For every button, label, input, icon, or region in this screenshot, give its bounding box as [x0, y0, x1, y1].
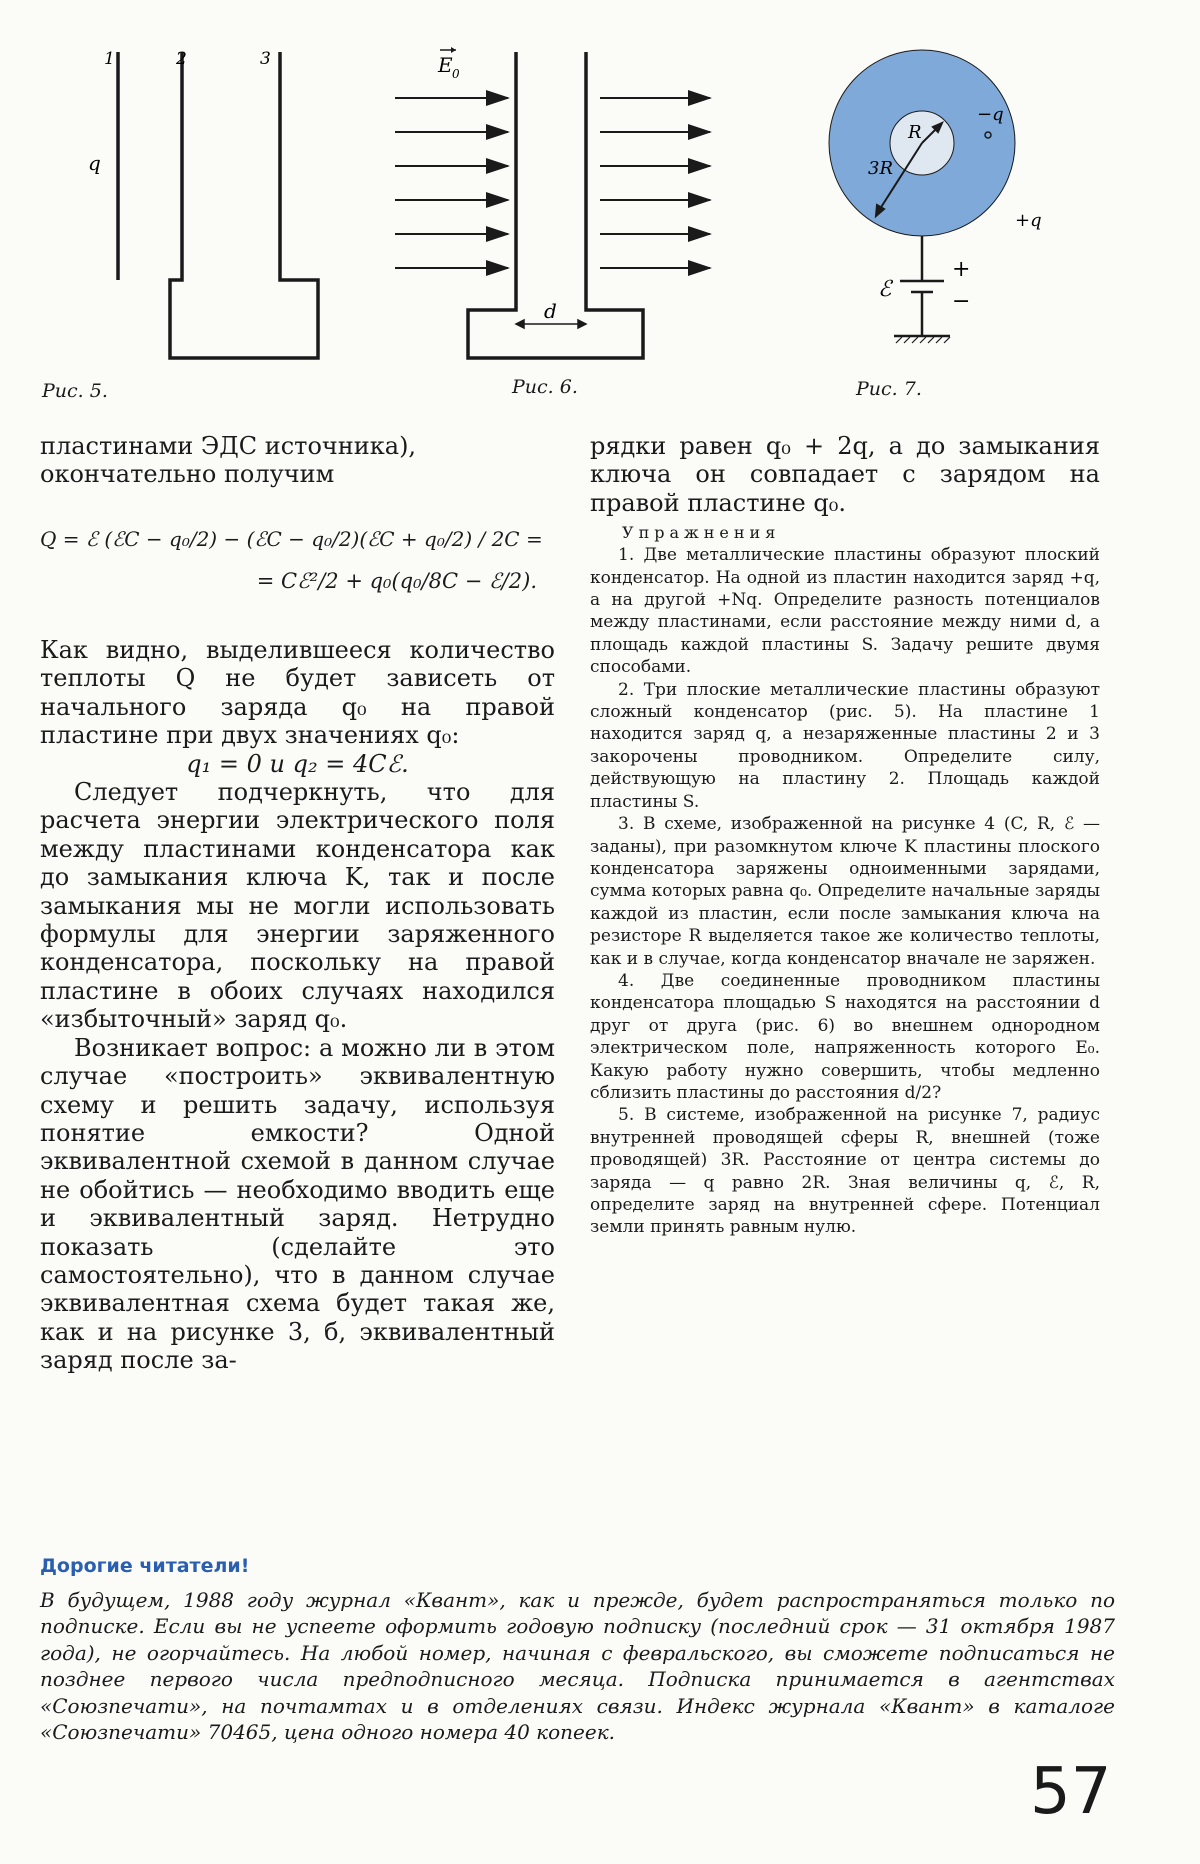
outer-radius-label: 3R — [868, 158, 894, 179]
readers-notice — [40, 1555, 1115, 1745]
figure-7 — [830, 40, 1050, 360]
minus-label: − — [952, 289, 971, 314]
distance-label: d — [544, 299, 557, 323]
paragraph: рядки равен q₀ + 2q, а до замыкания ключа он совпадает с зарядом на правой пластине q₀. — [590, 432, 1100, 517]
paragraph: Следует подчеркнуть, что для расчета энергии электрического поля между пластинами конденсатора как до замыкания ключа K, так и после замыкания мы не могли использовать формулы для энергии заряженного конденсатора, поскольку на правой пластине в обоих случаях находился «избыточный» заряд q₀. — [40, 778, 555, 1034]
page-number: 57 — [1030, 1755, 1112, 1829]
exercises-heading: Упражнения — [622, 523, 781, 543]
exercise-4: 4. Две соединенные проводником пластины конденсатора площадью S находятся на расстоянии d друг от друга (рис. 6) во внешнем однородном электрическом поле, напряженность которого E₀. Какую работу нужно совершить, чтобы медленно сблизить пластины до расстояния d/2? — [590, 970, 1100, 1103]
plus-label: + — [952, 257, 971, 282]
field-subscript: 0 — [452, 67, 460, 81]
exercise-5: 5. В системе, изображенной на рисунке 7, радиус внутренней проводящей сферы R, внешней (тоже проводящей) 3R. Расстояние от центра системы до заряда — q равно 2R. Зная величины q, ℰ, R, определите заряд на внутренней сфере. Потенциал земли принять равным нулю. — [590, 1105, 1100, 1238]
figure-6 — [390, 40, 740, 370]
plates-2-3-shorted — [170, 52, 318, 358]
exercise-2: 2. Три плоские металлические пластины образуют сложный конденсатор (рис. 5). На пластине 1 находится заряд q, а незаряженные пластины 2 и 3 закорочены проводником. Определите силу, действующую на пластину 2. Площадь каждой пластины S. — [590, 679, 1100, 812]
equation-q-values: q₁ = 0 и q₂ = 4Cℰ. — [186, 749, 409, 778]
exercise-1: 1. Две металлические пластины образуют плоский конденсатор. На одной из пластин находится заряд +q, а на другой +Nq. Определите разность потенциалов между пластинами, если расстояние между ними d, а площадь каждой пластины S. Задачу решите двумя способами. — [590, 545, 1100, 678]
emf-label: ℰ — [878, 277, 892, 302]
plate-1-label: 1 — [104, 49, 115, 69]
right-column — [590, 432, 1100, 1239]
field-label: E — [438, 53, 453, 77]
exercise-3: 3. В схеме, изображенной на рисунке 4 (C, R, ℰ — заданы), при разомкнутом ключе K пластины плоского конденсатора заряжены одноименными зарядами, сумма которых равна q₀. Определите начальные заряды каждой из пластин, если после замыкания ключа на резисторе R выделяется такое же количество теплоты, как и в случае, когда конденсатор вначале не заряжен. — [590, 814, 1100, 969]
notice-text: В будущем, 1988 году журнал «Квант», как и прежде, будет распространяться только по подписке. Если вы не успеете оформить годовую подписку (последний срок — 31 октября 1987 года), не огорчайтесь. На любой номер, начиная с февральского, вы сможете подписаться не позднее первого числа предподписного месяца. Подписка принимается в агентствах «Союзпечати», на почтамтах и в отделениях связи. Индекс журнала «Квант» в каталоге «Союзпечати» 70465, цена одного номера 40 копеек. — [40, 1588, 1115, 1745]
sphere-charge-label: +q — [1015, 210, 1042, 231]
plate-3-label: 3 — [260, 49, 271, 69]
figure-5 — [88, 40, 340, 370]
figure-7-caption: Рис. 7. — [856, 378, 922, 400]
paragraph: пластинами ЭДС источника), окончательно получим — [40, 432, 417, 489]
paragraph: Возникает вопрос: а можно ли в этом случае «построить» эквивалентную схему и решить задачу, используя понятие емкости? Одной эквивалентной схемой в данном случае не обойтись — необходимо вводить еще и эквивалентный заряд. Нетрудно показать (сделайте это самостоятельно), что в данном случае эквивалентная схема будет такая же, как и на рисунке 3, б, эквивалентный заряд после за- — [40, 1033, 555, 1375]
formula-line-2: = Cℰ²/2 + q₀(q₀/8C − ℰ/2). — [256, 569, 537, 593]
plate-2-label: 2 — [176, 49, 187, 69]
inner-radius-label: R — [908, 122, 922, 143]
formula-block — [40, 518, 555, 636]
figure-5-caption: Рис. 5. — [42, 380, 108, 402]
left-column — [40, 432, 555, 1375]
formula-line-1: Q = ℰ (ℰC − q₀/2) − (ℰC − q₀/2)(ℰC + q₀/2) / 2C = — [40, 527, 543, 551]
charge-label: q — [88, 151, 101, 175]
paragraph: Как видно, выделившееся количество теплоты Q не будет зависеть от начального заряда q₀ на правой пластине при двух значениях q₀: — [40, 636, 555, 750]
notice-heading: Дорогие читатели! — [40, 1555, 250, 1577]
figure-6-caption: Рис. 6. — [512, 376, 578, 398]
point-charge-label: −q — [977, 104, 1004, 125]
